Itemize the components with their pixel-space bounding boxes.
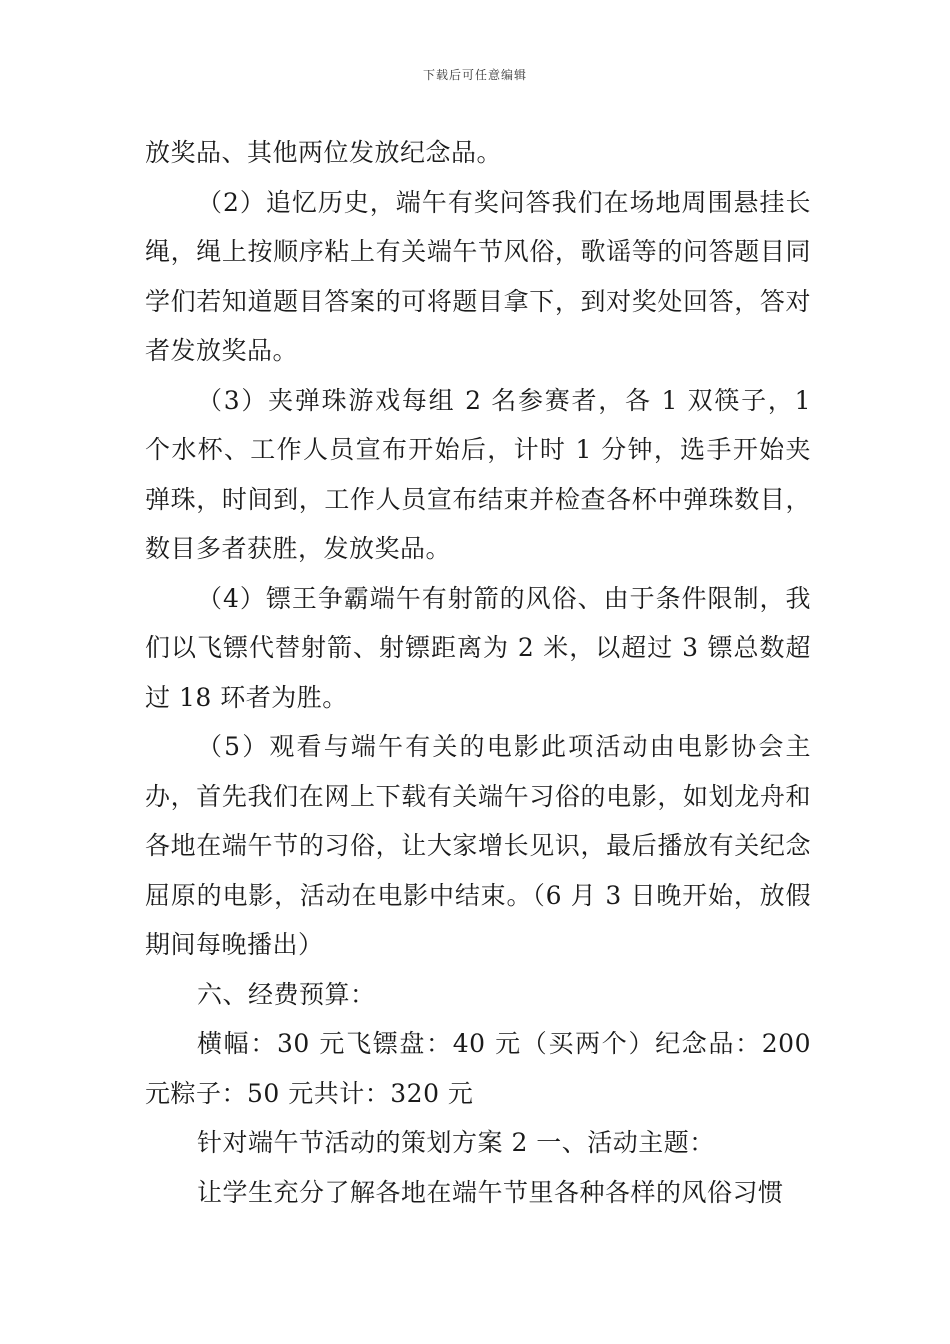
paragraph-movie: （5）观看与端午有关的电影此项活动由电影协会主办，首先我们在网上下载有关端午习俗的电影，如划龙舟和各地在端午节的习俗，让大家增长见识，最后播放有关纪念屈原的电影，活动在电影中结束。（6 月 3 日晚开始，放假期间每晚播出） [145,732,811,959]
paragraph-quiz: （2）追忆历史，端午有奖问答我们在场地周围悬挂长绳，绳上按顺序粘上有关端午节风俗，歌谣等的问答题目同学们若知道题目答案的可将题目拿下，到对奖处回答，答对者发放奖品。 [145,187,811,365]
paragraph-marble-game: （3）夹弹珠游戏每组 2 名参赛者，各 1 双筷子，1 个水杯、工作人员宣布开始后，计时 1 分钟，选手开始夹弹珠，时间到，工作人员宣布结束并检查各杯中弹珠数目，数目多者获胜，发放奖品。 [145,385,811,563]
paragraph-budget-items: 横幅：30 元飞镖盘：40 元（买两个）纪念品：200 元粽子：50 元共计：320 元 [145,1029,811,1108]
paragraph-plan-2-theme: 让学生充分了解各地在端午节里各种各样的风俗习惯 [197,1177,784,1207]
paragraph-plan-2-heading: 针对端午节活动的策划方案 2 一、活动主题： [197,1128,715,1157]
paragraph-prize-continuation: 放奖品、其他两位发放纪念品。 [145,138,503,167]
document-body [145,128,811,1217]
header-note: 下载后可任意编辑 [422,68,527,82]
paragraph-darts: （4）镖王争霸端午有射箭的风俗、由于条件限制，我们以飞镖代替射箭、射镖距离为 2 米，以超过 3 镖总数超过 18 环者为胜。 [145,583,811,712]
section-heading-budget: 六、经费预算： [197,979,376,1009]
